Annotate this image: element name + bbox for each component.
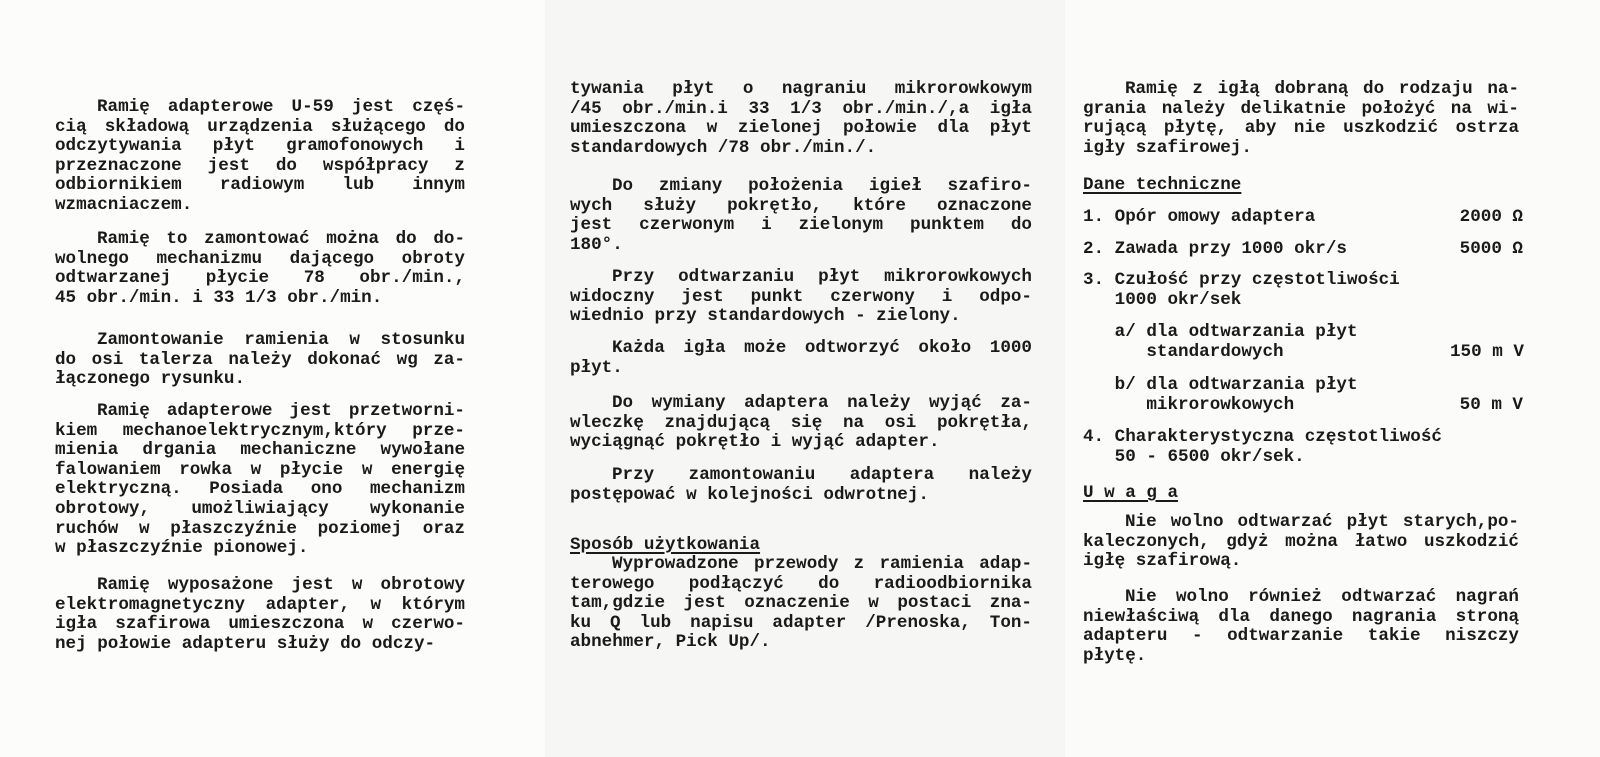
- section-heading: U w a g a: [1083, 483, 1179, 503]
- paragraph: [55, 230, 465, 308]
- text-line: cią składową urządzenia służącego do: [55, 116, 465, 137]
- text-line: Wyprowadzone przewody z ramienia adap-: [612, 554, 1032, 574]
- text-line: ruchów w płaszczyźnie poziomej oraz: [55, 518, 465, 539]
- text-line: Przy zamontowaniu adaptera należy: [612, 465, 1032, 485]
- text-line: w płaszczyźnie pionowej.: [55, 538, 309, 559]
- spec-label: b/ dla odtwarzania płyt mikrorowkowych: [1114, 375, 1358, 415]
- text-line: płyt.: [570, 357, 623, 378]
- text-line: ku Q lub napisu adapter /Prenoska, Ton-: [570, 612, 1032, 633]
- text-line: adapteru - odtwarzanie takie niszczy: [1083, 626, 1519, 647]
- paragraph: [1083, 80, 1519, 158]
- spec-row: [1083, 240, 1523, 260]
- spec-label: a/ dla odtwarzania płyt standardowych: [1114, 322, 1358, 362]
- text-line: obrotowy, umożliwiający wykonanie: [55, 498, 465, 519]
- paragraph: [55, 576, 465, 654]
- spec-row: [1083, 376, 1523, 415]
- text-line: odczytywania płyt gramofonowych i: [55, 136, 465, 157]
- spec-row: [1083, 271, 1523, 310]
- text-line: grania należy delikatnie położyć na wi-: [1083, 98, 1519, 119]
- paragraph: [570, 555, 1032, 653]
- text-line: igły szafirowej.: [1083, 137, 1252, 158]
- paragraph: [55, 98, 465, 216]
- text-line: elektromagnetyczny adapter, w którym: [55, 594, 465, 615]
- paragraph: [570, 80, 1032, 158]
- text-line: Do zmiany położenia igieł szafiro-: [612, 176, 1032, 196]
- text-line: /45 obr./min.i 33 1/3 obr./min./,a igła: [570, 98, 1032, 119]
- text-line: igłę szafirową.: [1083, 551, 1242, 572]
- spec-label: 4. Charakterystyczna częstotliwość 50 - 6500 okr/sek.: [1083, 427, 1442, 467]
- text-line: wleczkę znajdującą się na osi pokrętła,: [570, 412, 1032, 433]
- paragraph: [570, 177, 1032, 255]
- text-line: do osi talerza należy dokonać wg za-: [55, 349, 465, 370]
- paragraph: [55, 331, 465, 390]
- text-line: 180°.: [570, 234, 623, 255]
- spec-value: 5000 Ω: [1459, 239, 1523, 259]
- text-line: postępować w kolejności odwrotnej.: [570, 484, 929, 505]
- spec-row: [1083, 428, 1523, 467]
- text-line: Nie wolno odtwarzać płyt starych,po-: [1125, 512, 1519, 532]
- text-line: standardowych /78 obr./min./.: [570, 137, 877, 158]
- paragraph: [1083, 588, 1519, 666]
- spec-row: [1083, 208, 1523, 228]
- spec-value: 50 m V: [1459, 394, 1523, 415]
- spec-row: [1083, 323, 1523, 362]
- spec-value: 2000 Ω: [1459, 207, 1523, 227]
- section-heading: Dane techniczne: [1083, 175, 1242, 195]
- text-line: Ramię to zamontować można do do-: [97, 229, 465, 249]
- text-line: Każda igła może odtworzyć około 1000: [612, 338, 1032, 358]
- text-line: mienia drgania mechaniczne wywołane: [55, 440, 465, 461]
- text-line: Ramię adapterowe jest przetworni-: [97, 401, 465, 421]
- text-line: Przy odtwarzaniu płyt mikrorowkowych: [612, 267, 1032, 287]
- text-line: umieszczona w zielonej połowie dla płyt: [570, 118, 1032, 139]
- paragraph: [570, 339, 1032, 378]
- text-line: odtwarzanej płycie 78 obr./min.,: [55, 268, 465, 289]
- text-line: Ramię adapterowe U-59 jest częś-: [97, 97, 465, 117]
- text-line: 45 obr./min. i 33 1/3 obr./min.: [55, 287, 383, 308]
- text-line: jest czerwonym i zielonym punktem do: [570, 215, 1032, 236]
- text-line: Zamontowanie ramienia w stosunku: [97, 330, 465, 350]
- text-line: płytę.: [1083, 645, 1147, 666]
- text-line: tam,gdzie jest oznaczenie w postaci zna-: [570, 593, 1032, 614]
- text-line: przeznaczone jest do współpracy z: [55, 155, 465, 176]
- text-line: Ramię z igłą dobraną do rodzaju na-: [1125, 79, 1519, 99]
- paragraph: [55, 402, 465, 559]
- text-line: elektryczną. Posiada ono mechanizm: [55, 479, 465, 500]
- text-line: Ramię wyposażone jest w obrotowy: [97, 575, 465, 595]
- spec-value: 150 m V: [1450, 341, 1524, 362]
- text-line: odbiornikiem radiowym lub innym: [55, 175, 465, 196]
- text-line: niewłaściwą dla danego nagrania stroną: [1083, 606, 1519, 627]
- spec-label: 2. Zawada przy 1000 okr/s: [1083, 239, 1347, 259]
- text-line: wiednio przy standardowych - zielony.: [570, 306, 961, 327]
- text-line: terowego podłączyć do radioodbiornika: [570, 573, 1032, 594]
- text-line: igła szafirowa umieszczona w czerwo-: [55, 614, 465, 635]
- text-line: łączonego rysunku.: [55, 369, 246, 390]
- text-line: rującą płytę, aby nie uszkodzić ostrza: [1083, 118, 1519, 139]
- text-line: Do wymiany adaptera należy wyjąć za-: [612, 393, 1032, 413]
- text-line: wyciągnąć pokrętło i wyjąć adapter.: [570, 432, 940, 453]
- text-line: widoczny jest punkt czerwony i odpo-: [570, 286, 1032, 307]
- text-line: Nie wolno również odtwarzać nagrań: [1125, 587, 1519, 607]
- text-line: wzmacniaczem.: [55, 194, 193, 215]
- section-heading: Sposób użytkowania: [570, 535, 761, 555]
- text-line: abnehmer, Pick Up/.: [570, 632, 771, 653]
- spec-label: 3. Czułość przy częstotliwości 1000 okr/sek: [1083, 270, 1400, 310]
- paragraph: [570, 466, 1032, 505]
- text-line: falowaniem rowka w płycie w energię: [55, 459, 465, 480]
- paragraph: [1083, 513, 1519, 572]
- paragraph: [570, 394, 1032, 453]
- text-line: wych służy pokrętło, które oznaczone: [570, 195, 1032, 216]
- paragraph: [570, 268, 1032, 327]
- spec-label: 1. Opór omowy adaptera: [1083, 207, 1316, 227]
- text-line: kiem mechanoelektrycznym,który prze-: [55, 420, 465, 441]
- text-line: tywania płyt o nagraniu mikrorowkowym: [570, 79, 1032, 99]
- text-line: nej połowie adapteru służy do odczy-: [55, 633, 436, 654]
- text-line: wolnego mechanizmu dającego obroty: [55, 248, 465, 269]
- text-line: kaleczonych, gdyż można łatwo uszkodzić: [1083, 531, 1519, 552]
